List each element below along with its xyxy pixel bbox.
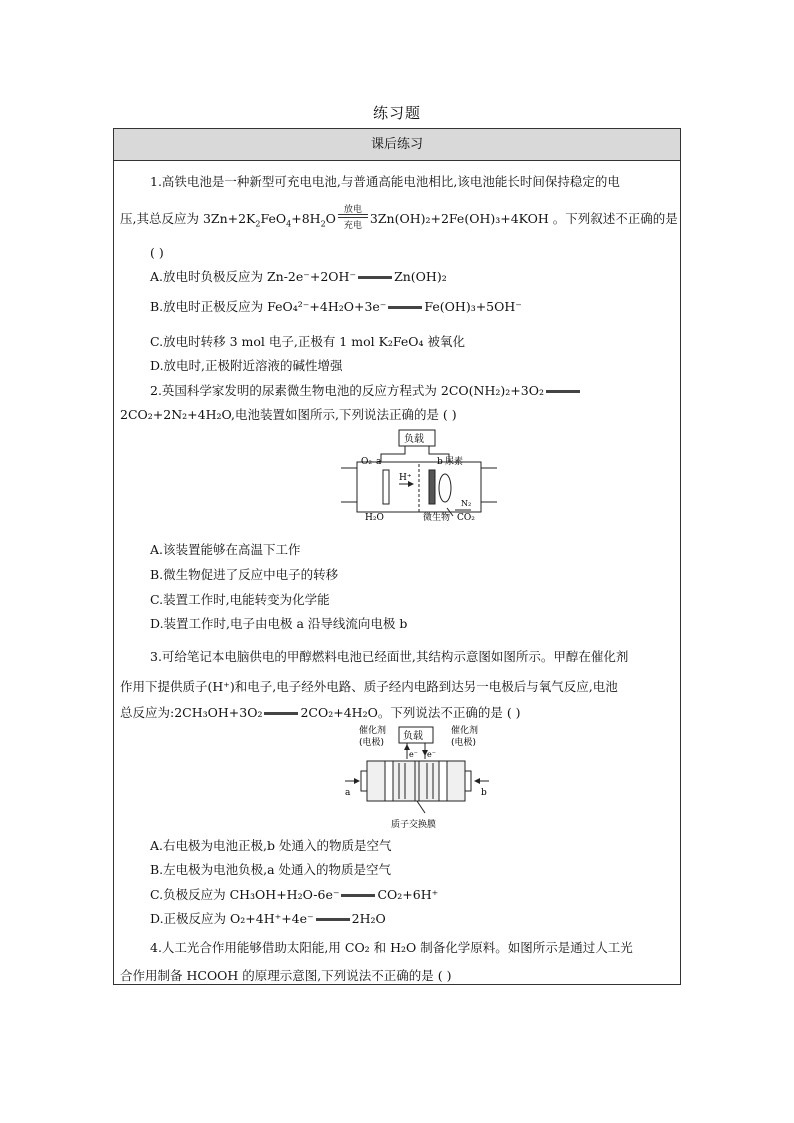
svg-text:a: a	[345, 788, 351, 798]
svg-text:N₂: N₂	[461, 499, 472, 508]
exercise-content	[114, 161, 680, 984]
equals-sign	[388, 306, 422, 309]
svg-text:a: a	[376, 457, 382, 467]
reversible-arrow: 放电 充电	[338, 211, 368, 229]
svg-text:O₂: O₂	[361, 457, 372, 467]
svg-text:H₂O: H₂O	[365, 513, 384, 523]
svg-text:微生物: 微生物	[423, 513, 451, 523]
q4-line2: 合作用制备 HCOOH 的原理示意图,下列说法不正确的是 ( )	[120, 968, 452, 983]
equals-sign	[358, 276, 392, 279]
q4-line1: 4.人工光合作用能够借助太阳能,用 CO₂ 和 H₂O 制备化学原料。如图所示是通过人工光	[150, 940, 633, 955]
q2-line1: 2.英国科学家发明的尿素微生物电池的反应方程式为 2CO(NH₂)₂+3O₂	[150, 382, 672, 400]
svg-text:负载: 负载	[403, 731, 423, 742]
equals-sign	[316, 918, 350, 921]
q2-option-b: B.微生物促进了反应中电子的转移	[150, 567, 339, 582]
svg-text:催化剂: 催化剂	[359, 726, 387, 736]
svg-text:尿素: 尿素	[445, 457, 464, 467]
svg-text:b: b	[437, 457, 443, 467]
svg-text:CO₂: CO₂	[457, 513, 475, 523]
q1-option-b: B.放电时正极反应为 FeO₄²⁻+4H₂O+3e⁻ Fe(OH)₃+5OH⁻	[150, 299, 522, 314]
methanol-cell-diagram	[339, 723, 494, 831]
q1-paren: ( )	[150, 245, 164, 260]
q2-option-d: D.装置工作时,电子由电极 a 沿导线流向电极 b	[150, 616, 408, 631]
q3-option-d: D.正极反应为 O₂+4H⁺+4e⁻ 2H₂O	[150, 911, 386, 926]
svg-text:e⁻: e⁻	[427, 750, 436, 759]
q3-line3: 总反应为:2CH₃OH+3O₂ 2CO₂+4H₂O。下列说法不正确的是 ( )	[120, 705, 521, 720]
svg-text:b: b	[481, 788, 487, 798]
urea-cell-diagram	[339, 428, 499, 524]
q2-line2: 2CO₂+2N₂+4H₂O,电池装置如图所示,下列说法正确的是 ( )	[120, 407, 457, 422]
load-label: 负载	[404, 434, 424, 445]
svg-text:(电极): (电极)	[359, 738, 385, 748]
page-title: 练习题	[372, 104, 421, 122]
q1-line2: 压,其总反应为 $3Zn+2K_2FeO_4+8H_2O$ 放电 充电 3Zn(OH)₂+2Fe(OH)₃+4KOH 。下列叙述不正确的是	[120, 204, 678, 231]
svg-text:(电极): (电极)	[451, 738, 477, 748]
exercise-box	[113, 128, 681, 985]
q1-line1: 1.高铁电池是一种新型可充电电池,与普通高能电池相比,该电池能长时间保持稳定的电	[150, 174, 620, 189]
q1-option-c: C.放电时转移 3 mol 电子,正极有 1 mol K₂FeO₄ 被氧化	[150, 334, 466, 349]
equals-sign	[264, 712, 298, 715]
svg-text:催化剂: 催化剂	[451, 726, 479, 736]
q1-option-a: A.放电时负极反应为 Zn-2e⁻+2OH⁻ Zn(OH)₂	[150, 269, 447, 284]
svg-text:质子交换膜: 质子交换膜	[391, 820, 437, 830]
q3-option-a: A.右电极为电池正极,b 处通入的物质是空气	[150, 838, 392, 853]
equals-sign	[546, 390, 580, 393]
q3-line2: 作用下提供质子(H⁺)和电子,电子经外电路、质子经内电路到达另一电极后与氧气反应,电池	[120, 679, 618, 694]
svg-text:H⁺: H⁺	[399, 473, 412, 483]
equals-sign	[341, 894, 375, 897]
svg-text:e⁻: e⁻	[409, 750, 418, 759]
section-header: 课后练习	[114, 129, 680, 161]
q2-option-a: A.该装置能够在高温下工作	[150, 542, 301, 557]
q3-option-b: B.左电极为电池负极,a 处通入的物质是空气	[150, 862, 392, 877]
q3-line1: 3.可给笔记本电脑供电的甲醇燃料电池已经面世,其结构示意图如图所示。甲醇在催化剂	[150, 649, 629, 664]
q3-option-c: C.负极反应为 CH₃OH+H₂O-6e⁻ CO₂+6H⁺	[150, 887, 439, 902]
q2-option-c: C.装置工作时,电能转变为化学能	[150, 592, 330, 607]
q1-option-d: D.放电时,正极附近溶液的碱性增强	[150, 358, 343, 373]
